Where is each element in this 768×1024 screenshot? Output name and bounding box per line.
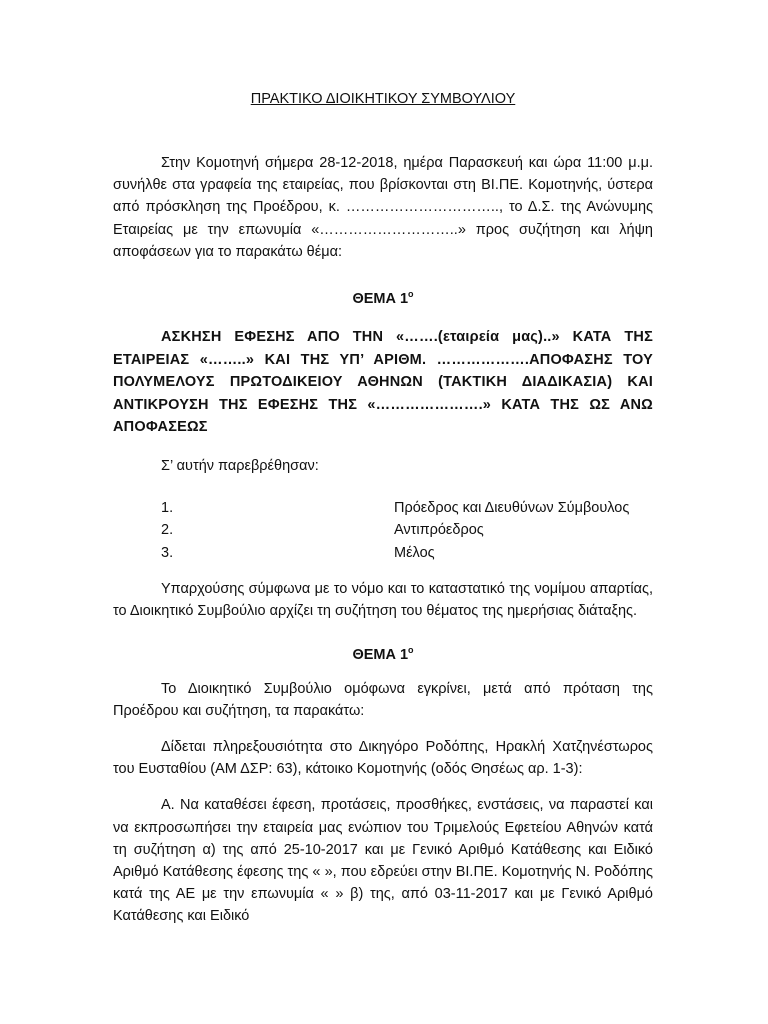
member-row [113,497,653,520]
theme-label: ΘΕΜΑ 1 [352,646,409,663]
document-title: ΠΡΑΚΤΙΚΟ ΔΙΟΙΚΗΤΙΚΟΥ ΣΥΜΒΟΥΛΙΟΥ [250,91,516,107]
member-role: Αντιπρόεδρος [394,522,484,539]
member-row [113,519,653,542]
authorization-paragraph: Δίδεται πληρεξουσιότητα στο Δικηγόρο Ροδόπης, Ηρακλή Χατζηνέστωρος του Ευσταθίου (ΑΜ ΔΣΡ: 63), κάτοικο Κομοτηνής (οδός Θησέως αρ. 1-3): [113,739,653,778]
document-page [113,88,653,928]
theme-heading [113,283,653,310]
theme-description: ΑΣΚΗΣΗ ΕΦΕΣΗΣ ΑΠΟ ΤΗΝ «…….(εταιρεία μας)..» ΚΑΤΑ ΤΗΣ ΕΤΑΙΡΕΙΑΣ «……..» ΚΑΙ ΤΗΣ ΥΠ’ ΑΡΙΘΜ. ……………….ΑΠΟΦΑΣΗΣ ΤΟΥ ΠΟΛΥΜΕΛΟΥΣ ΠΡΩΤΟΔΙΚΕΙΟΥ ΑΘΗΝΩΝ (ΤΑΚΤΙΚΗ ΔΙΑΔΙΚΑΣΙΑ) ΚΑΙ ΑΝΤΙΚΡΟΥΣΗ ΤΗΣ ΕΦΕΣΗΣ ΤΗΣ «………………….» ΚΑΤΑ ΤΗΣ ΩΣ ΑΝΩ ΑΠΟΦΑΣΕΩΣ [113,329,653,436]
quorum-paragraph: Υπαρχούσης σύμφωνα με το νόμο και το καταστατικό της νομίμου απαρτίας, το Διοικητικό Συμβούλιο αρχίζει τη συζήτηση του θέματος της ημερήσιας διάταξης. [113,581,653,620]
attendees-intro: Σ’ αυτήν παρεβρέθησαν: [161,457,319,474]
member-row [113,542,653,565]
theme-label: ΘΕΜΑ 1 [352,291,409,308]
approval-paragraph: Το Διοικητικό Συμβούλιο ομόφωνα εγκρίνει, μετά από πρόταση της Προέδρου και συζήτηση, τα παρακάτω: [113,680,653,719]
intro-paragraph: Στην Κομοτηνή σήμερα 28-12-2018, ημέρα Παρασκευή και ώρα 11:00 μ.μ. συνήλθε στα γραφεία της εταιρείας, που βρίσκονται στη ΒΙ.ΠΕ. Κομοτηνής, ύστερα από πρόσκληση της Προέδρου, κ. ………………………….., το Δ.Σ. της Ανώνυμης Εταιρείας με την επωνυμία «………………………..» προς συζήτηση και λήψη αποφάσεων για το παρακάτω θέμα: [113,155,653,260]
item-a-paragraph: Α. Να καταθέσει έφεση, προτάσεις, προσθήκες, ενστάσεις, να παραστεί και να εκπροσωπήσει την εταιρεία μας ενώπιον του Τριμελούς Εφετείου Αθηνών κατά τη συζήτηση α) της από 25-10-2017 και με Γενικό Αριθμό Κατάθεσης και Ειδικό Αριθμό Κατάθεσης έφεσης της « », που εδρεύει στην ΒΙ.ΠΕ. Κομοτηνής Ν. Ροδόπης κατά της ΑΕ με την επωνυμία « » β) της, από 03-11-2017 και με Γενικό Αριθμό Κατάθεσης και Ειδικό [113,797,653,925]
theme-ordinal: ο [408,644,414,655]
member-number: 1. [161,499,174,516]
theme-heading-decision [113,639,653,666]
members-list [113,497,653,565]
theme-ordinal: ο [408,289,414,300]
member-role: Πρόεδρος και Διευθύνων Σύμβουλος [394,499,630,516]
member-role: Μέλος [394,544,435,561]
member-number: 2. [161,522,174,539]
member-number: 3. [161,544,174,561]
